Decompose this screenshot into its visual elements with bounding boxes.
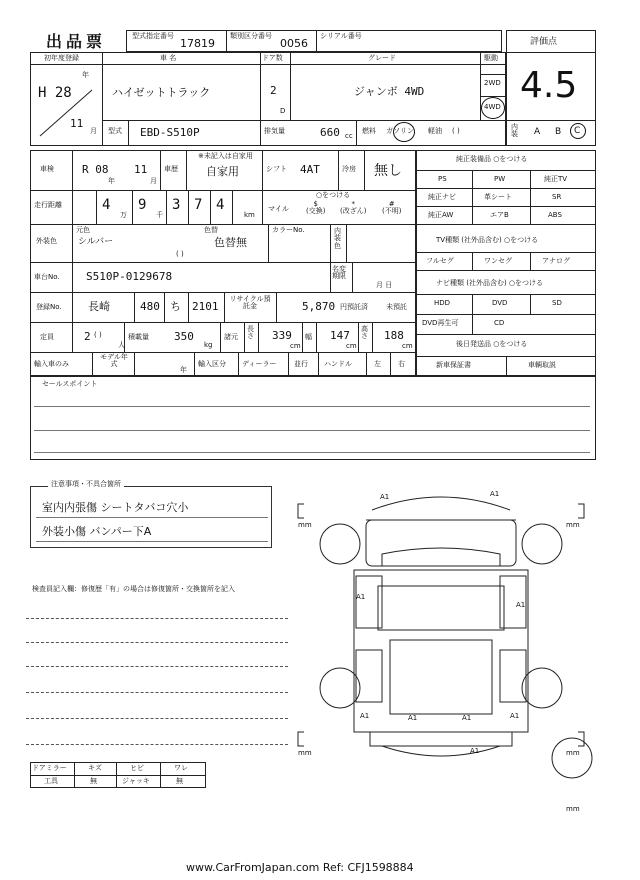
inspection-month: 11 <box>134 163 148 176</box>
title-change-label: 名変期限 <box>332 265 346 280</box>
damage-mark-9: A1 <box>470 747 480 755</box>
table-header-mirror: ドアミラー <box>32 764 67 772</box>
table-header-crack: ヒビ <box>130 764 144 772</box>
shift-value: 4AT <box>300 163 320 176</box>
inspection-year: R 08 <box>82 163 109 176</box>
equip-airbag: エアB <box>490 211 509 219</box>
drive-label: 駆動 <box>484 54 498 62</box>
color-change-value: 色替無 <box>214 236 247 249</box>
mileage-man: 万 <box>120 211 127 219</box>
import-type-label: 輸入区分 <box>198 360 226 368</box>
damage-mark-1: A1 <box>380 493 390 501</box>
grade-value: ジャンボ 4WD <box>354 85 425 98</box>
month-unit: 月 <box>90 127 97 135</box>
load-unit: kg <box>204 341 213 349</box>
damage-mark-3: A1 <box>356 593 366 601</box>
orig-color-value: シルバー <box>78 237 114 247</box>
reg-class: 480 <box>140 300 160 313</box>
damage-mark-4: A1 <box>516 601 526 609</box>
table-jack-value: 無 <box>176 777 183 785</box>
first-reg-year: H 28 <box>38 85 72 101</box>
inspector-note: 検査員記入欄：修復歴「有」の場合は修復箇所・交換箇所を記入 <box>32 585 235 593</box>
notes-line-1: 室内内張傷 シートタバコ穴小 <box>42 501 189 514</box>
chassis-label: 車台No. <box>34 273 60 281</box>
unknown-label: # (不明) <box>382 200 402 215</box>
form-title: 出品票 <box>46 32 107 51</box>
color-no-label: カラーNo. <box>272 226 305 234</box>
table-header-break: ワレ <box>174 764 188 772</box>
equip-pw: PW <box>494 175 506 183</box>
length-value: 339 <box>272 329 292 342</box>
capacity-value: 2 <box>84 330 91 343</box>
grade-box-label: 評価点 <box>530 37 558 47</box>
model-value: EBD-S510P <box>140 126 200 139</box>
inspection-year-unit: 年 <box>108 177 115 185</box>
reg-kana: ち <box>170 300 181 313</box>
reg-label: 登録No. <box>36 303 62 311</box>
parallel-option: 並行 <box>294 360 308 368</box>
drive-4wd: 4WD <box>484 103 501 111</box>
doors-suffix: D <box>280 107 286 115</box>
not-deposited: 未預託 <box>386 303 407 311</box>
recycle-label: リサイクル預託金 <box>229 295 271 310</box>
equip-navi: 純正ナビ <box>428 193 456 201</box>
doors-value: 2 <box>270 84 277 97</box>
mileage-digit-2: 9 <box>138 197 147 213</box>
history-label: 車歴 <box>164 165 178 173</box>
mileage-circle-note: ○をつける <box>316 191 351 199</box>
score-value: 4.5 <box>520 65 578 106</box>
navi-header: ナビ種類 (社外品含む) ○をつける <box>436 279 544 287</box>
damage-mark-2: A1 <box>490 490 500 498</box>
grade-label: グレード <box>368 54 396 62</box>
notes-line-2: 外装小傷 バンパー下A <box>42 525 152 538</box>
width-value: 147 <box>330 329 350 342</box>
navi-dvd: DVD <box>492 299 508 307</box>
navi-sd: SD <box>552 299 562 307</box>
table-tools: 工具 <box>44 777 58 785</box>
cc-unit: cc <box>345 132 353 140</box>
mile-label: マイル <box>268 205 289 213</box>
mileage-digit-5: 4 <box>216 197 225 213</box>
load-label: 積載量 <box>128 333 149 341</box>
tv-header: TV種類 (社外品含む) ○をつける <box>436 236 539 244</box>
load-value: 350 <box>174 330 194 343</box>
equip-abs: ABS <box>548 211 562 219</box>
car-name-label: 車 名 <box>160 54 177 62</box>
navi-hdd: HDD <box>434 299 451 307</box>
damage-mark-8: A1 <box>510 712 520 720</box>
reg-number: 2101 <box>192 300 219 313</box>
cd-label: CD <box>494 319 505 327</box>
mileage-label: 走行距離 <box>34 201 62 209</box>
height-label: 高さ <box>361 325 368 340</box>
handle-left: 左 <box>374 360 381 368</box>
dealer-option: ディーラー <box>242 360 277 368</box>
tv-oneseg: ワンセグ <box>484 257 512 265</box>
height-value: 188 <box>384 329 404 342</box>
equip-ps: PS <box>438 175 447 183</box>
table-tools-value: 無 <box>90 777 97 785</box>
sales-point-box <box>30 376 596 460</box>
class-no-value: 0056 <box>280 37 308 50</box>
shift-label: シフト <box>266 165 287 173</box>
tv-fullseg: フルセグ <box>426 257 454 265</box>
int-color-label: 内装色 <box>334 227 341 250</box>
orig-color-label: 元色 <box>76 226 90 234</box>
fuel-label: 燃料 <box>362 127 376 135</box>
capacity-label: 定員 <box>40 333 54 341</box>
tamper-label: * (改ざん) <box>340 200 367 215</box>
damage-mark-7: A1 <box>462 714 472 722</box>
length-label: 長さ <box>247 325 254 340</box>
displacement-value: 660 <box>320 126 340 139</box>
interior-grade-b: B <box>555 127 562 137</box>
recycle-value: 5,870 <box>302 300 336 313</box>
interior-grade-c: C <box>574 126 581 136</box>
import-label: 輸入車のみ <box>34 360 69 368</box>
ac-value: 無し <box>374 163 402 179</box>
model-year-label: モデル年式 <box>100 353 128 368</box>
mileage-km: km <box>244 211 255 219</box>
doors-label: ドア数 <box>262 54 283 62</box>
serial-label: シリアル番号 <box>320 32 362 40</box>
fuel-gasoline: ガソリン <box>386 127 414 135</box>
notes-label: 注意事項・不具合箇所 <box>48 481 124 488</box>
mileage-digit-3: 3 <box>172 197 181 213</box>
capacity-unit: 人 <box>118 341 125 349</box>
fuel-diesel: 軽油 <box>428 127 442 135</box>
chassis-value: S510P-0129678 <box>86 270 173 283</box>
inspection-label: 車検 <box>40 165 54 173</box>
footer-reference: www.CarFromJapan.com Ref: CFJ1598884 <box>186 861 414 874</box>
std-equip-header: 純正装備品 ○をつける <box>456 155 528 163</box>
later-manual: 車輌取説 <box>528 361 556 369</box>
interior-label: 内装 <box>511 123 518 138</box>
equip-aw: 純正AW <box>428 211 454 219</box>
table-jack: ジャッキ <box>122 777 150 785</box>
ac-label: 冷房 <box>342 165 356 173</box>
ext-color-label: 外装色 <box>36 237 57 245</box>
handle-label: ハンドル <box>324 360 352 368</box>
equip-sr: SR <box>552 193 562 201</box>
type-no-label: 型式指定番号 <box>132 32 174 40</box>
equip-leather: 革シート <box>484 193 512 201</box>
model-label: 型式 <box>108 127 122 135</box>
mileage-digit-1: 4 <box>102 197 111 213</box>
history-value: 自家用 <box>206 165 239 178</box>
car-name-value: ハイゼットトラック <box>112 86 211 99</box>
later-warranty: 新車保証書 <box>436 361 471 369</box>
sales-point-label: セールスポイント <box>42 380 98 388</box>
tv-analog: アナログ <box>542 257 570 265</box>
year-unit: 年 <box>82 71 89 79</box>
damage-mark-6: A1 <box>408 714 418 722</box>
dvd-play-label: DVD再生可 <box>422 319 459 327</box>
reg-place: 長崎 <box>88 300 110 313</box>
type-no-value: 17819 <box>180 37 215 50</box>
mileage-digit-4: 7 <box>194 197 203 213</box>
table-header-scratch: キズ <box>88 764 102 772</box>
inspection-month-unit: 月 <box>150 177 157 185</box>
handle-right: 右 <box>398 360 405 368</box>
first-reg-label: 初年度登録 <box>44 54 79 62</box>
equip-tv: 純正TV <box>544 175 568 183</box>
swap-label: $ (交換) <box>306 200 326 215</box>
width-label: 幅 <box>305 333 312 341</box>
mileage-sen: 千 <box>156 211 163 219</box>
displacement-label: 排気量 <box>264 127 285 135</box>
color-change-label: 色替 <box>204 226 218 234</box>
class-no-label: 類別区分番号 <box>230 32 272 40</box>
dims-label: 諸元 <box>224 333 238 341</box>
interior-grade-a: A <box>534 127 541 137</box>
recycle-status: 円預託済 <box>340 303 368 311</box>
damage-mark-5: A1 <box>360 712 370 720</box>
first-reg-month: 11 <box>70 117 84 130</box>
history-note: ※未記入は自家用 <box>198 152 253 160</box>
car-diagram <box>286 480 596 810</box>
later-header: 後日発送品 ○をつける <box>456 340 528 348</box>
drive-2wd: 2WD <box>484 79 501 87</box>
